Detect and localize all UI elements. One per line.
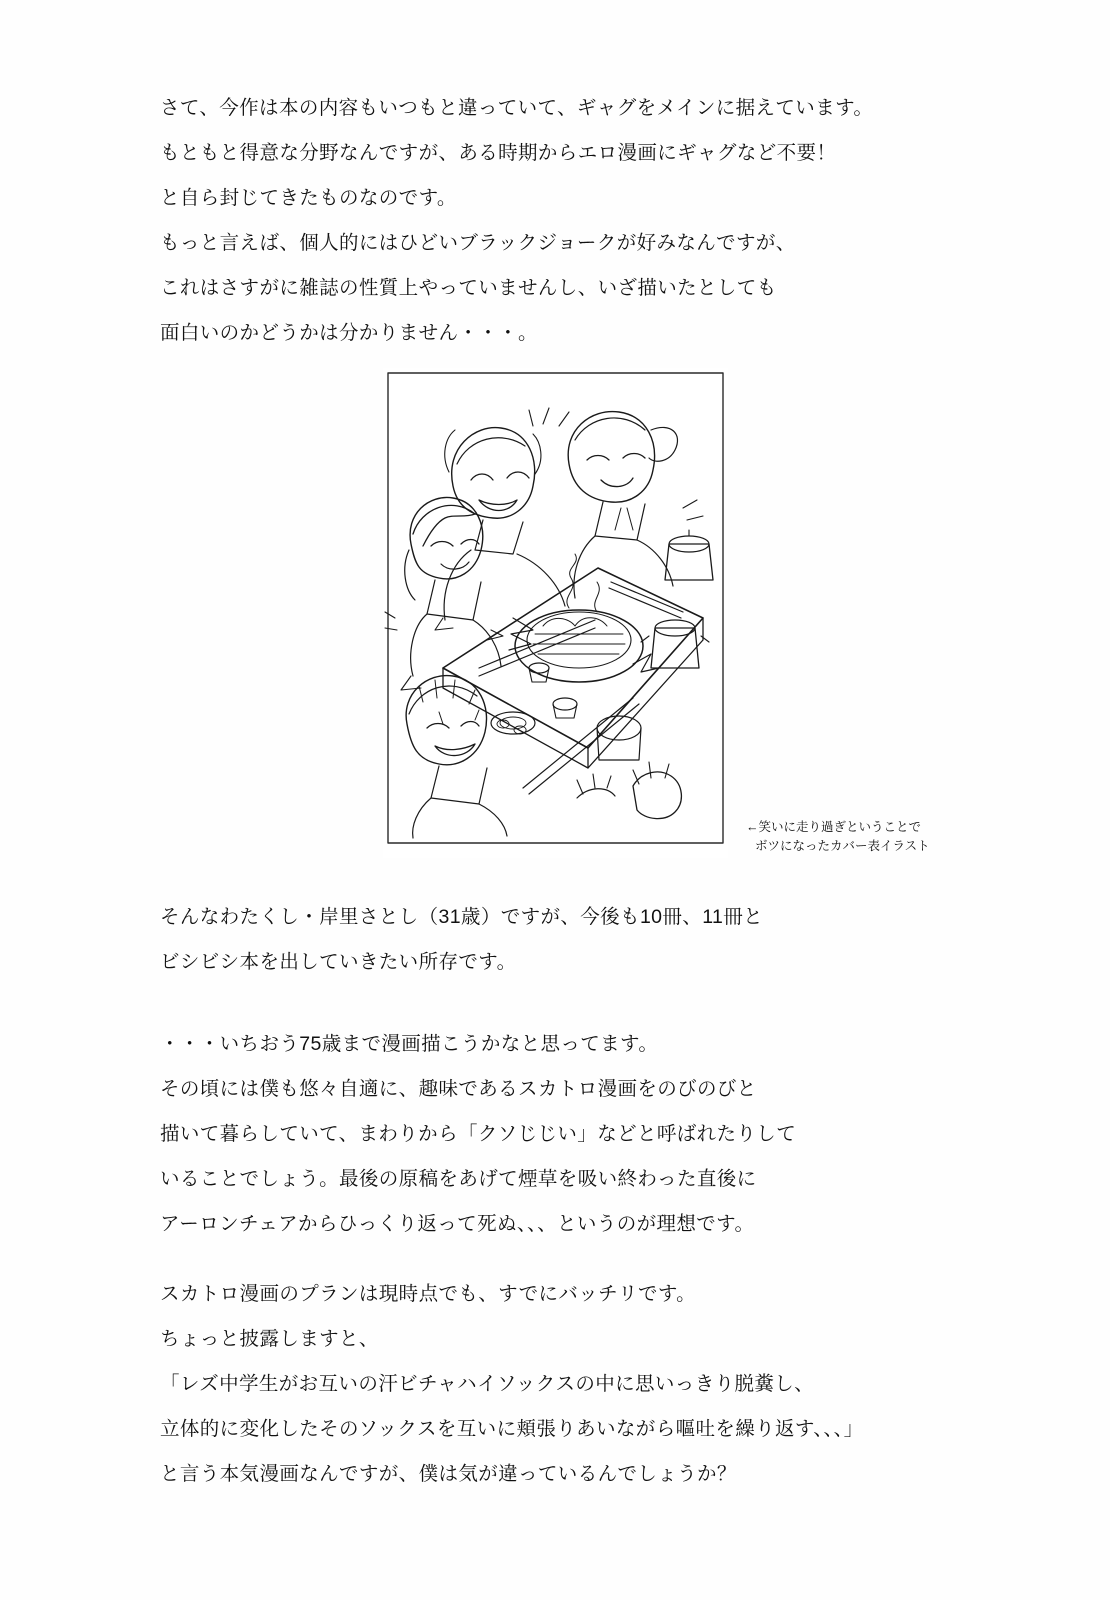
text-line: そんなわたくし・岸里さとし（31歳）ですが、今後も10冊、11冊と xyxy=(160,906,763,928)
text-line: さて、今作は本の内容もいつもと違っていて、ギャグをメインに据えています。 xyxy=(160,97,874,119)
text-line: ちょっと披露しますと、 xyxy=(160,1328,379,1350)
text-line: ビシビシ本を出していきたい所存です。 xyxy=(160,951,517,973)
text-line: その頃には僕も悠々自適に、趣味であるスカトロ漫画をのびのびと xyxy=(160,1078,757,1100)
text-line: と自ら封じてきたものなのです。 xyxy=(160,187,457,209)
text-line: いることでしょう。最後の原稿をあげて煙草を吸い終わった直後に xyxy=(160,1168,757,1190)
text-line: 描いて暮らしていて、まわりから「クソじじい」などと呼ばれたりして xyxy=(160,1123,797,1145)
text-line: ・・・いちおう75歳まで漫画描こうかなと思ってます。 xyxy=(160,1033,659,1055)
paragraph-after-figure xyxy=(160,895,980,985)
text-line: もともと得意な分野なんですが、ある時期からエロ漫画にギャグなど不要！ xyxy=(160,142,837,164)
figure-caption-line: ボツになったカバー表イラスト xyxy=(755,839,930,853)
text-line: アーロンチェアからひっくり返って死ぬ、、、というのが理想です。 xyxy=(160,1213,755,1235)
text-line: 面白いのかどうかは分かりません・・・。 xyxy=(160,322,538,344)
text-line: と言う本気漫画なんですが、僕は気が違っているんでしょうか？ xyxy=(160,1463,737,1485)
paragraph-plan xyxy=(160,1022,980,1247)
text-line: 立体的に変化したそのソックスを互いに頬張りあいながら嘔吐を繰り返す、、、」 xyxy=(160,1418,864,1440)
text-line: もっと言えば、個人的にはひどいブラックジョークが好みなんですが、 xyxy=(160,232,796,254)
text-line: これはさすがに雑誌の性質上やっていませんし、いざ描いたとしても xyxy=(160,277,777,299)
figure-caption-line: ←笑いに走り過ぎということで xyxy=(746,820,922,834)
text-line: スカトロ漫画のプランは現時点でも、すでにバッチリです。 xyxy=(160,1283,697,1305)
text-line: 「レズ中学生がお互いの汗ビチャハイソックスの中に思いっきり脱糞し、 xyxy=(160,1373,815,1395)
figure-caption xyxy=(746,818,976,856)
paragraph-scat-plan xyxy=(160,1272,980,1497)
sketch-illustration xyxy=(383,368,728,858)
paragraph-intro xyxy=(160,86,980,356)
figure-rejected-cover xyxy=(383,368,930,858)
